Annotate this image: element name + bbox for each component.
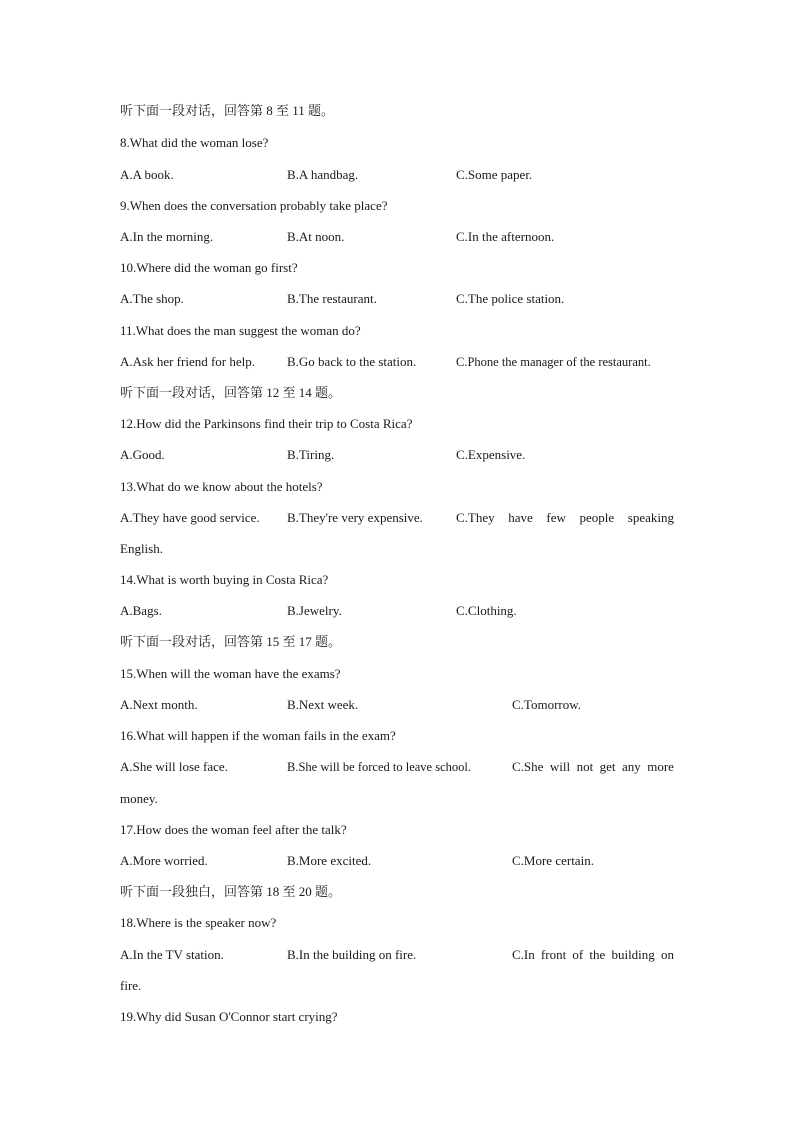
- option-b: B.At noon.: [287, 229, 345, 244]
- option-c: C.More certain.: [512, 853, 594, 868]
- question-12: 12.How did the Parkinsons find their trip to Costa Rica?: [120, 416, 413, 431]
- option-c: C.Expensive.: [456, 447, 526, 462]
- option-c-word: not: [576, 759, 594, 774]
- option-c-word: of: [572, 947, 584, 962]
- option-c-word: C.In: [512, 947, 535, 962]
- option-c-word: building: [611, 947, 655, 962]
- question-17: 17.How does the woman feel after the talk?: [120, 822, 347, 837]
- option-a: A.In the morning.: [120, 229, 214, 244]
- option-b: B.Go back to the station.: [287, 354, 417, 369]
- question-19: 19.Why did Susan O'Connor start crying?: [120, 1009, 338, 1024]
- option-c: C.The police station.: [456, 291, 565, 306]
- question-18: 18.Where is the speaker now?: [120, 915, 277, 930]
- option-c-word: any: [621, 759, 641, 774]
- option-a: A.Bags.: [120, 603, 162, 618]
- question-9: 9.When does the conversation probably take place?: [120, 198, 388, 213]
- option-c: C.Tomorrow.: [512, 697, 582, 712]
- option-c: C.Clothing.: [456, 603, 517, 618]
- option-b: B.More excited.: [287, 853, 372, 868]
- question-11: 11.What does the man suggest the woman do?: [120, 323, 361, 338]
- question-8: 8.What did the woman lose?: [120, 135, 269, 150]
- option-c: [512, 758, 674, 776]
- section-header: 听下面一段对话，回答第 15 至 17 题。: [120, 634, 342, 649]
- question-16: 16.What will happen if the woman fails in the exam?: [120, 728, 396, 743]
- option-b: B.Jewelry.: [287, 603, 342, 618]
- option-b: B.She will be forced to leave school.: [287, 760, 471, 774]
- option-a: A.They have good service.: [120, 510, 260, 525]
- option-c-continuation: English.: [120, 541, 163, 556]
- question-15: 15.When will the woman have the exams?: [120, 666, 341, 681]
- option-b: B.A handbag.: [287, 167, 359, 182]
- option-b: B.The restaurant.: [287, 291, 377, 306]
- question-13: 13.What do we know about the hotels?: [120, 479, 323, 494]
- option-c-continuation: money.: [120, 791, 158, 806]
- option-c-word: people: [579, 510, 615, 525]
- option-a: A.She will lose face.: [120, 759, 228, 774]
- option-c: [512, 946, 674, 964]
- option-c: C.Phone the manager of the restaurant.: [456, 355, 651, 369]
- question-14: 14.What is worth buying in Costa Rica?: [120, 572, 329, 587]
- option-c: C.Some paper.: [456, 167, 533, 182]
- option-c-word: speaking: [627, 510, 674, 525]
- option-a: A.In the TV station.: [120, 947, 224, 962]
- option-a: A.More worried.: [120, 853, 208, 868]
- section-header: 听下面一段对话，回答第 12 至 14 题。: [120, 385, 342, 400]
- option-c-word: on: [660, 947, 674, 962]
- option-b: B.In the building on fire.: [287, 947, 417, 962]
- option-c-word: C.They: [456, 510, 495, 525]
- option-c-continuation: fire.: [120, 978, 142, 993]
- option-a: A.Ask her friend for help.: [120, 354, 256, 369]
- option-c-word: few: [546, 510, 566, 525]
- option-a: A.Good.: [120, 447, 165, 462]
- option-c-word: the: [589, 947, 606, 962]
- option-a: A.A book.: [120, 167, 174, 182]
- option-c-word: front: [540, 947, 567, 962]
- option-b: B.They're very expensive.: [287, 510, 423, 525]
- option-c-word: get: [599, 759, 616, 774]
- question-10: 10.Where did the woman go first?: [120, 260, 298, 275]
- option-c-word: have: [508, 510, 533, 525]
- option-a: A.Next month.: [120, 697, 198, 712]
- option-c: [456, 509, 674, 527]
- option-c-word: C.She: [512, 759, 544, 774]
- option-c-word: more: [647, 759, 674, 774]
- option-b: B.Next week.: [287, 697, 359, 712]
- section-header: 听下面一段对话，回答第 8 至 11 题。: [120, 103, 335, 118]
- section-header: 听下面一段独白，回答第 18 至 20 题。: [120, 884, 342, 899]
- option-b: B.Tiring.: [287, 447, 335, 462]
- option-c: C.In the afternoon.: [456, 229, 555, 244]
- option-a: A.The shop.: [120, 291, 184, 306]
- option-c-word: will: [549, 759, 571, 774]
